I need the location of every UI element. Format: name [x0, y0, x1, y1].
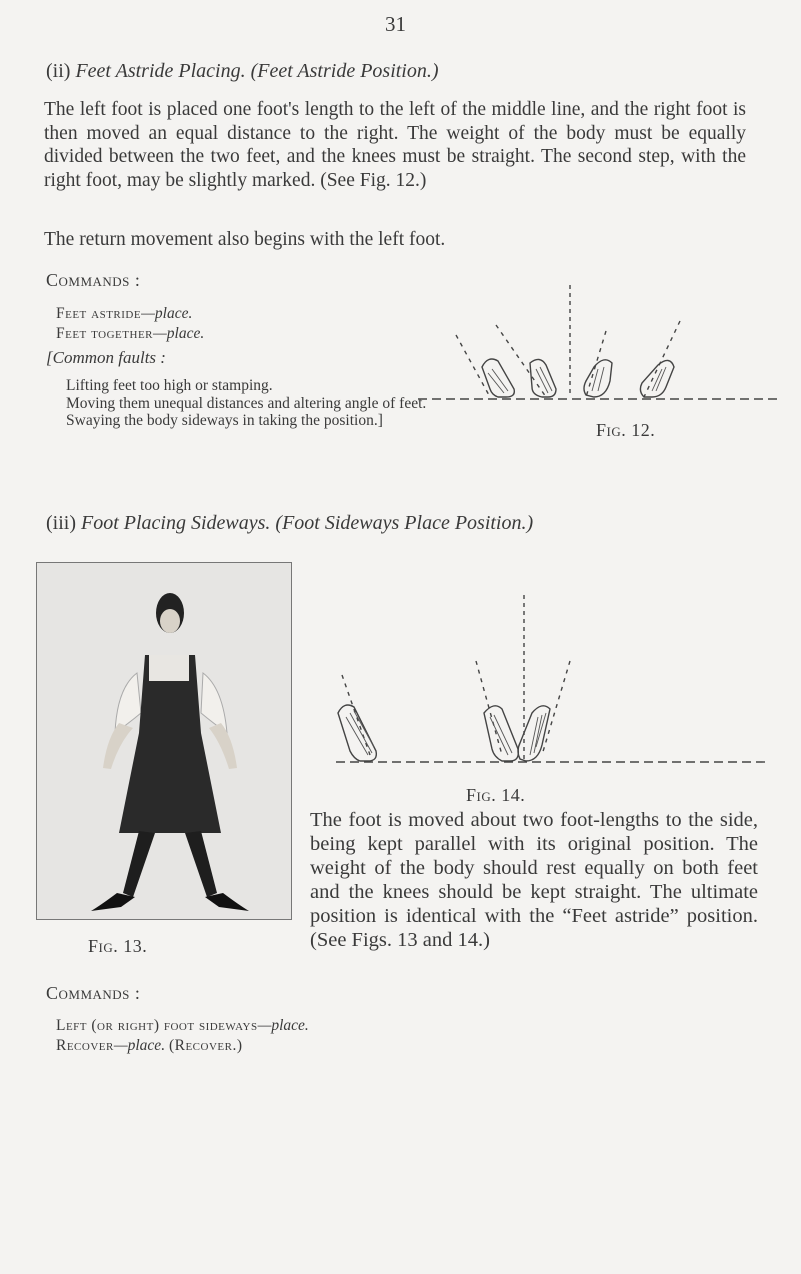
- section-iii-heading: [46, 512, 533, 535]
- section-iii-title: Foot Placing Sideways.: [81, 512, 271, 534]
- fault-2: Moving them unequal distances and altering angle of feet.: [66, 394, 427, 412]
- section-ii-title: Feet Astride Placing.: [75, 60, 246, 82]
- figure-13-caption: Fig. 13.: [88, 936, 148, 956]
- girl-standing-illustration: [37, 563, 291, 919]
- section-ii-number: (ii): [46, 60, 71, 82]
- section-ii-return-note: The return movement also begins with the left foot.: [44, 229, 446, 250]
- common-faults-label: [Common faults :: [46, 348, 166, 367]
- figure-13-photograph: [36, 562, 292, 920]
- section-iii-subtitle: (Foot Sideways Place Position.): [275, 512, 534, 534]
- section-iii-command-2: Recover—place. (Recover.): [56, 1037, 243, 1054]
- fault-1: Lifting feet too high or stamping.: [66, 377, 273, 394]
- page-number: 31: [385, 12, 406, 36]
- section-ii-command-2: Feet together—place.: [56, 325, 205, 342]
- common-faults-list: [66, 377, 431, 430]
- section-ii-command-1: Feet astride—place.: [56, 305, 193, 322]
- fault-3: Swaying the body sideways in taking the position.]: [66, 412, 383, 429]
- figure-14-caption: Fig. 14.: [466, 785, 526, 805]
- section-ii-heading: [46, 60, 439, 83]
- section-ii-subtitle: (Feet Astride Position.): [250, 60, 439, 82]
- figure-12-caption: Fig. 12.: [596, 420, 656, 440]
- figure-14-diagram: [336, 595, 766, 775]
- section-iii-command-1: Left (or right) foot sideways—place.: [56, 1017, 309, 1034]
- section-iii-paragraph: The foot is moved about two foot-lengths to the side, being kept parallel with its original position. The weight of the body should rest equally on both feet and the knees should be kept straight. The ultimate position is identical with the “Feet astride” position. (See Figs. 13 and 14.): [310, 809, 758, 951]
- section-ii-paragraph: The left foot is placed one foot's length to the left of the middle line, and the right foot is then moved an equal distance to the right. The weight of the body must be equally divided between the two feet, and the knees must be straight. The second step, with the right foot, may be slightly marked. (See Fig. 12.): [44, 99, 746, 191]
- section-ii-commands-label: Commands :: [46, 270, 141, 290]
- section-iii-commands-label: Commands :: [46, 983, 141, 1003]
- section-iii-number: (iii): [46, 512, 76, 534]
